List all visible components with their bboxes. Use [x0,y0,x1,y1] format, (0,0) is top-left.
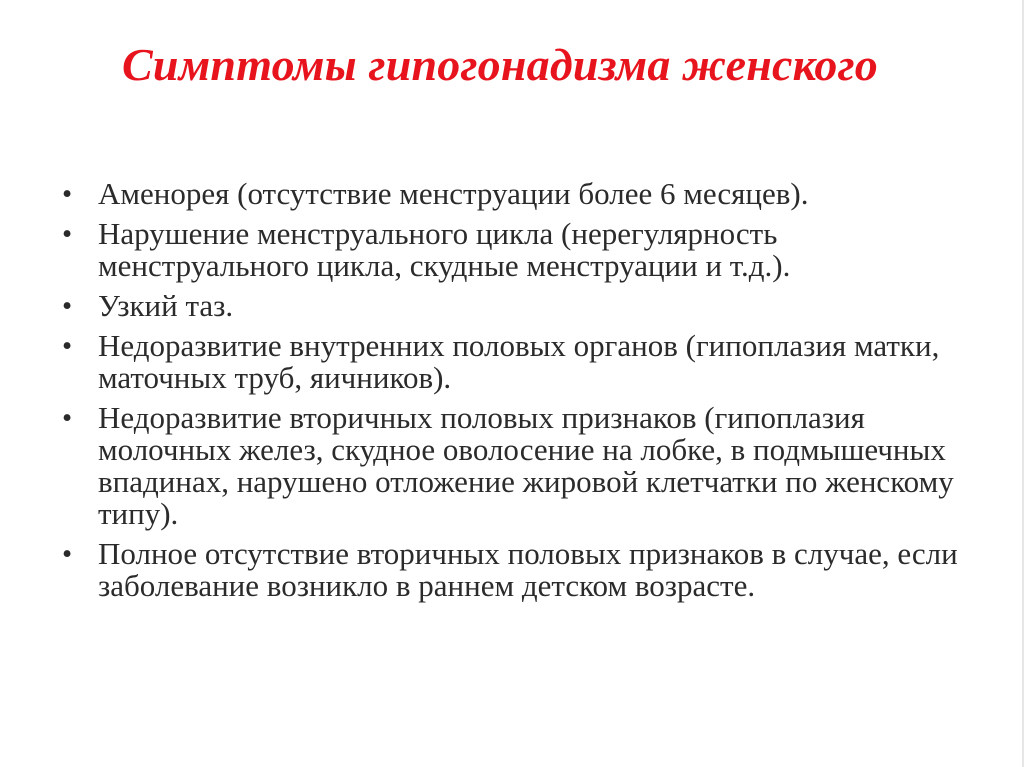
bullet-icon: • [62,402,73,434]
list-item-text: Аменорея (отсутствие менструации более 6 месяцев). [98,176,809,211]
list-item-text: Недоразвитие внутренних половых органов (гипоплазия матки, маточных труб, яичников). [98,328,940,395]
list-item [62,330,962,394]
list-item-text: Нарушение менструального цикла (нерегулярность менструального цикла, скудные менструации и т.д.). [98,216,791,283]
list-item-text: Полное отсутствие вторичных половых признаков в случае, если заболевание возникло в раннем детском возрасте. [98,536,958,603]
bullet-icon: • [62,330,73,362]
list-item-text: Узкий таз. [98,288,234,323]
bullet-icon: • [62,218,73,250]
list-item [62,402,962,530]
bullet-icon: • [62,538,73,570]
bullet-icon: • [62,290,73,322]
list-item [62,290,962,322]
symptom-list [62,178,962,610]
list-item [62,178,962,210]
list-item [62,218,962,282]
bullet-icon: • [62,178,73,210]
list-item-text: Недоразвитие вторичных половых признаков (гипоплазия молочных желез, скудное оволосение на лобке, в подмышечных впадинах, нарушено отложение жировой клетчатки по женскому типу). [98,400,954,531]
list-item [62,538,962,602]
slide-title: Симптомы гипогонадизма женского [122,39,878,90]
